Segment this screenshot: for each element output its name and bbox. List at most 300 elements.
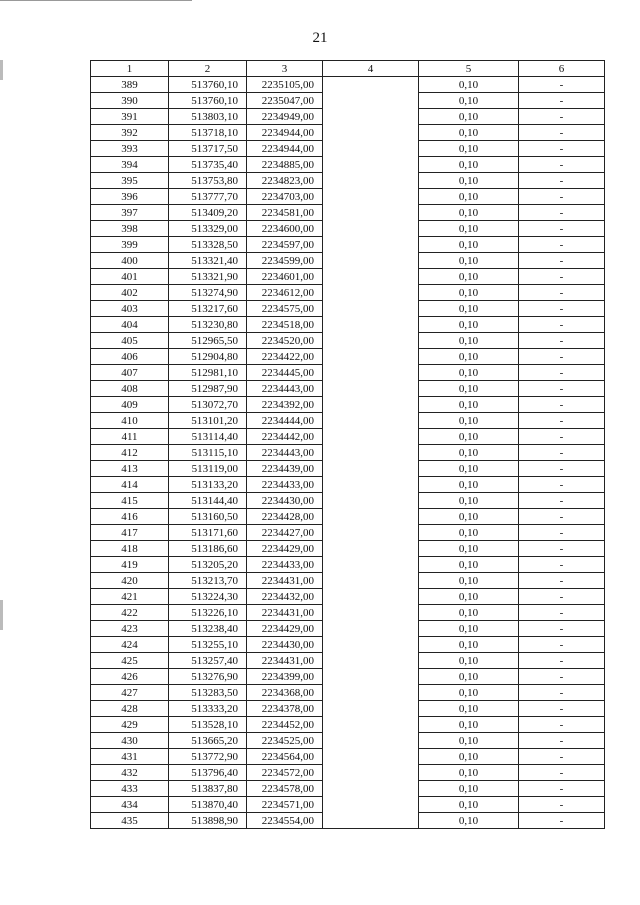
table-cell: 394 xyxy=(91,157,169,173)
table-cell: - xyxy=(519,397,605,413)
table-cell: - xyxy=(519,269,605,285)
table-cell: - xyxy=(519,125,605,141)
table-cell: 513255,10 xyxy=(169,637,247,653)
table-cell: 2234520,00 xyxy=(247,333,323,349)
table-cell: 2234525,00 xyxy=(247,733,323,749)
table-cell: 2234431,00 xyxy=(247,653,323,669)
table-row xyxy=(91,669,605,685)
table-cell: 2234944,00 xyxy=(247,125,323,141)
table-cell: 0,10 xyxy=(419,173,519,189)
table-cell: 513160,50 xyxy=(169,509,247,525)
empty-cell xyxy=(323,397,419,413)
table-row xyxy=(91,621,605,637)
table-row xyxy=(91,445,605,461)
table-cell: 513760,10 xyxy=(169,93,247,109)
empty-cell xyxy=(323,461,419,477)
table-cell: 427 xyxy=(91,685,169,701)
table-cell: 2234432,00 xyxy=(247,589,323,605)
table-cell: 2234368,00 xyxy=(247,685,323,701)
table-cell: 2234445,00 xyxy=(247,365,323,381)
table-cell: - xyxy=(519,461,605,477)
column-header: 2 xyxy=(169,61,247,77)
table-row xyxy=(91,189,605,205)
table-cell: - xyxy=(519,813,605,829)
table-cell: 0,10 xyxy=(419,93,519,109)
table-cell: - xyxy=(519,509,605,525)
table-cell: - xyxy=(519,221,605,237)
table-cell: - xyxy=(519,685,605,701)
table-cell: 513115,10 xyxy=(169,445,247,461)
empty-cell xyxy=(323,605,419,621)
table-cell: 0,10 xyxy=(419,797,519,813)
table-cell: 513257,40 xyxy=(169,653,247,669)
empty-cell xyxy=(323,141,419,157)
empty-cell xyxy=(323,781,419,797)
empty-cell xyxy=(323,429,419,445)
table-cell: 513171,60 xyxy=(169,525,247,541)
table-row xyxy=(91,685,605,701)
table-cell: - xyxy=(519,525,605,541)
table-cell: - xyxy=(519,365,605,381)
table-row xyxy=(91,93,605,109)
table-row xyxy=(91,429,605,445)
table-body xyxy=(91,77,605,829)
empty-cell xyxy=(323,573,419,589)
table-row xyxy=(91,637,605,653)
table-cell: 2234601,00 xyxy=(247,269,323,285)
table-cell: 2234399,00 xyxy=(247,669,323,685)
table-cell: 513119,00 xyxy=(169,461,247,477)
table-cell: 513760,10 xyxy=(169,77,247,93)
scan-edge-mark xyxy=(0,60,3,80)
table-cell: 0,10 xyxy=(419,237,519,253)
table-row xyxy=(91,253,605,269)
table-cell: - xyxy=(519,285,605,301)
empty-cell xyxy=(323,333,419,349)
empty-cell xyxy=(323,253,419,269)
table-cell: 409 xyxy=(91,397,169,413)
empty-cell xyxy=(323,365,419,381)
table-row xyxy=(91,717,605,733)
table-cell: - xyxy=(519,189,605,205)
table-row xyxy=(91,269,605,285)
table-cell: 417 xyxy=(91,525,169,541)
table-cell: 2234442,00 xyxy=(247,429,323,445)
table-cell: 415 xyxy=(91,493,169,509)
table-cell: 0,10 xyxy=(419,413,519,429)
column-header: 6 xyxy=(519,61,605,77)
table-cell: 513735,40 xyxy=(169,157,247,173)
table-cell: 2234428,00 xyxy=(247,509,323,525)
table-cell: 2234578,00 xyxy=(247,781,323,797)
table-cell: 513274,90 xyxy=(169,285,247,301)
table-cell: 0,10 xyxy=(419,269,519,285)
table-cell: - xyxy=(519,541,605,557)
column-header: 5 xyxy=(419,61,519,77)
table-cell: 430 xyxy=(91,733,169,749)
table-cell: 513217,60 xyxy=(169,301,247,317)
table-cell: - xyxy=(519,573,605,589)
table-cell: 0,10 xyxy=(419,701,519,717)
table-cell: 513665,20 xyxy=(169,733,247,749)
table-row xyxy=(91,237,605,253)
empty-cell xyxy=(323,669,419,685)
table-cell: 0,10 xyxy=(419,445,519,461)
table-cell: 425 xyxy=(91,653,169,669)
table-row xyxy=(91,733,605,749)
table-cell: - xyxy=(519,621,605,637)
empty-cell xyxy=(323,237,419,253)
table-cell: 512965,50 xyxy=(169,333,247,349)
table-cell: 513072,70 xyxy=(169,397,247,413)
empty-cell xyxy=(323,589,419,605)
table-row xyxy=(91,77,605,93)
table-cell: 2234554,00 xyxy=(247,813,323,829)
empty-cell xyxy=(323,381,419,397)
table-cell: 426 xyxy=(91,669,169,685)
empty-cell xyxy=(323,637,419,653)
table-row xyxy=(91,525,605,541)
table-cell: 2234518,00 xyxy=(247,317,323,333)
table-cell: 0,10 xyxy=(419,541,519,557)
table-cell: 402 xyxy=(91,285,169,301)
table-cell: 2234885,00 xyxy=(247,157,323,173)
table-cell: 0,10 xyxy=(419,461,519,477)
column-header: 1 xyxy=(91,61,169,77)
table-cell: 2234444,00 xyxy=(247,413,323,429)
table-cell: 513837,80 xyxy=(169,781,247,797)
table-cell: 0,10 xyxy=(419,381,519,397)
table-cell: - xyxy=(519,333,605,349)
empty-cell xyxy=(323,445,419,461)
empty-cell xyxy=(323,493,419,509)
empty-cell xyxy=(323,733,419,749)
empty-cell xyxy=(323,813,419,829)
table-row xyxy=(91,413,605,429)
table-cell: 400 xyxy=(91,253,169,269)
empty-cell xyxy=(323,77,419,93)
table-cell: 2234433,00 xyxy=(247,477,323,493)
table-cell: 2234392,00 xyxy=(247,397,323,413)
table-cell: 407 xyxy=(91,365,169,381)
table-cell: 0,10 xyxy=(419,781,519,797)
empty-cell xyxy=(323,797,419,813)
empty-cell xyxy=(323,189,419,205)
table-cell: 0,10 xyxy=(419,109,519,125)
table-cell: 0,10 xyxy=(419,669,519,685)
table-cell: 513870,40 xyxy=(169,797,247,813)
table-row xyxy=(91,365,605,381)
table-row xyxy=(91,285,605,301)
table-row xyxy=(91,605,605,621)
table-cell: - xyxy=(519,557,605,573)
table-cell: 2234703,00 xyxy=(247,189,323,205)
table-cell: - xyxy=(519,205,605,221)
empty-cell xyxy=(323,717,419,733)
empty-cell xyxy=(323,173,419,189)
table-cell: - xyxy=(519,77,605,93)
table-cell: 2234433,00 xyxy=(247,557,323,573)
table-cell: 410 xyxy=(91,413,169,429)
table-cell: 512987,90 xyxy=(169,381,247,397)
table-row xyxy=(91,221,605,237)
table-cell: - xyxy=(519,157,605,173)
table-cell: 2234430,00 xyxy=(247,637,323,653)
table-row xyxy=(91,381,605,397)
table-row xyxy=(91,333,605,349)
table-cell: 0,10 xyxy=(419,349,519,365)
table-cell: 513321,40 xyxy=(169,253,247,269)
table-cell: 399 xyxy=(91,237,169,253)
empty-cell xyxy=(323,701,419,717)
table-cell: 2234429,00 xyxy=(247,621,323,637)
table-cell: 408 xyxy=(91,381,169,397)
table-cell: 2234944,00 xyxy=(247,141,323,157)
table-cell: 392 xyxy=(91,125,169,141)
table-row xyxy=(91,349,605,365)
table-cell: 2234429,00 xyxy=(247,541,323,557)
table-cell: 420 xyxy=(91,573,169,589)
table-cell: 0,10 xyxy=(419,717,519,733)
table-cell: 2234581,00 xyxy=(247,205,323,221)
table-cell: 2234443,00 xyxy=(247,445,323,461)
empty-cell xyxy=(323,301,419,317)
table-cell: - xyxy=(519,429,605,445)
table-cell: 0,10 xyxy=(419,653,519,669)
table-cell: 0,10 xyxy=(419,589,519,605)
table-cell: 434 xyxy=(91,797,169,813)
table-cell: 513238,40 xyxy=(169,621,247,637)
table-cell: 0,10 xyxy=(419,301,519,317)
table-cell: 2234571,00 xyxy=(247,797,323,813)
table-row xyxy=(91,157,605,173)
table-cell: 513329,00 xyxy=(169,221,247,237)
empty-cell xyxy=(323,685,419,701)
table-cell: 2234612,00 xyxy=(247,285,323,301)
table-row xyxy=(91,477,605,493)
table-row xyxy=(91,109,605,125)
table-cell: - xyxy=(519,173,605,189)
coordinates-table xyxy=(90,60,605,829)
table-cell: 435 xyxy=(91,813,169,829)
empty-cell xyxy=(323,157,419,173)
table-cell: - xyxy=(519,589,605,605)
table-row xyxy=(91,573,605,589)
column-header: 3 xyxy=(247,61,323,77)
table-cell: 404 xyxy=(91,317,169,333)
table-cell: 512904,80 xyxy=(169,349,247,365)
table-row xyxy=(91,493,605,509)
table-cell: 0,10 xyxy=(419,205,519,221)
table-cell: 2234600,00 xyxy=(247,221,323,237)
empty-cell xyxy=(323,749,419,765)
table-cell: 513224,30 xyxy=(169,589,247,605)
empty-cell xyxy=(323,525,419,541)
table-row xyxy=(91,173,605,189)
table-cell: 513226,10 xyxy=(169,605,247,621)
table-cell: 0,10 xyxy=(419,285,519,301)
table-cell: 0,10 xyxy=(419,189,519,205)
table-cell: 0,10 xyxy=(419,157,519,173)
table-row xyxy=(91,813,605,829)
table-cell: - xyxy=(519,749,605,765)
table-row xyxy=(91,461,605,477)
table-cell: 390 xyxy=(91,93,169,109)
table-cell: 0,10 xyxy=(419,621,519,637)
table-cell: 513898,90 xyxy=(169,813,247,829)
table-cell: 406 xyxy=(91,349,169,365)
table-cell: 513230,80 xyxy=(169,317,247,333)
table-cell: 513101,20 xyxy=(169,413,247,429)
table-cell: 513205,20 xyxy=(169,557,247,573)
table-cell: 0,10 xyxy=(419,749,519,765)
table-cell: 513777,70 xyxy=(169,189,247,205)
table-cell: 0,10 xyxy=(419,397,519,413)
empty-cell xyxy=(323,109,419,125)
empty-cell xyxy=(323,621,419,637)
table-cell: 398 xyxy=(91,221,169,237)
table-row xyxy=(91,205,605,221)
table-cell: 0,10 xyxy=(419,525,519,541)
table-cell: 2234575,00 xyxy=(247,301,323,317)
table-cell: 0,10 xyxy=(419,493,519,509)
table-cell: 513283,50 xyxy=(169,685,247,701)
table-cell: - xyxy=(519,477,605,493)
empty-cell xyxy=(323,541,419,557)
table-cell: - xyxy=(519,733,605,749)
table-cell: - xyxy=(519,765,605,781)
table-cell: 422 xyxy=(91,605,169,621)
empty-cell xyxy=(323,221,419,237)
table-cell: - xyxy=(519,253,605,269)
table-row xyxy=(91,509,605,525)
table-cell: 513409,20 xyxy=(169,205,247,221)
table-cell: 2234431,00 xyxy=(247,573,323,589)
scan-edge-line xyxy=(0,0,192,1)
table-cell: 0,10 xyxy=(419,605,519,621)
table-cell: 2234564,00 xyxy=(247,749,323,765)
table-cell: 513796,40 xyxy=(169,765,247,781)
table-cell: 2234949,00 xyxy=(247,109,323,125)
table-cell: - xyxy=(519,317,605,333)
table-cell: 0,10 xyxy=(419,317,519,333)
table-cell: 0,10 xyxy=(419,333,519,349)
table-cell: 0,10 xyxy=(419,365,519,381)
table-cell: 0,10 xyxy=(419,733,519,749)
empty-cell xyxy=(323,317,419,333)
table-cell: 2235105,00 xyxy=(247,77,323,93)
table-row xyxy=(91,541,605,557)
table-cell: 513528,10 xyxy=(169,717,247,733)
table-cell: 411 xyxy=(91,429,169,445)
table-cell: 513276,90 xyxy=(169,669,247,685)
table-cell: 513321,90 xyxy=(169,269,247,285)
empty-cell xyxy=(323,349,419,365)
page-number: 21 xyxy=(312,30,328,46)
table-cell: 2235047,00 xyxy=(247,93,323,109)
empty-cell xyxy=(323,93,419,109)
table-cell: 513144,40 xyxy=(169,493,247,509)
table-cell: - xyxy=(519,349,605,365)
table-cell: - xyxy=(519,797,605,813)
table-cell: 428 xyxy=(91,701,169,717)
table-cell: 401 xyxy=(91,269,169,285)
table-cell: 513133,20 xyxy=(169,477,247,493)
table-cell: 433 xyxy=(91,781,169,797)
table-cell: 2234452,00 xyxy=(247,717,323,733)
table-cell: 2234430,00 xyxy=(247,493,323,509)
table-cell: 389 xyxy=(91,77,169,93)
table-row xyxy=(91,141,605,157)
table-cell: 2234572,00 xyxy=(247,765,323,781)
table-cell: 513333,20 xyxy=(169,701,247,717)
table-cell: 0,10 xyxy=(419,573,519,589)
table-cell: - xyxy=(519,493,605,509)
table-cell: 2234431,00 xyxy=(247,605,323,621)
table-cell: 0,10 xyxy=(419,141,519,157)
table-cell: 513213,70 xyxy=(169,573,247,589)
empty-cell xyxy=(323,477,419,493)
empty-cell xyxy=(323,285,419,301)
table-cell: 431 xyxy=(91,749,169,765)
table-row xyxy=(91,749,605,765)
table-cell: - xyxy=(519,669,605,685)
table-cell: 513328,50 xyxy=(169,237,247,253)
table-cell: - xyxy=(519,637,605,653)
table-cell: 513717,50 xyxy=(169,141,247,157)
table-row xyxy=(91,557,605,573)
table-cell: 2234422,00 xyxy=(247,349,323,365)
table-row xyxy=(91,797,605,813)
table-cell: 0,10 xyxy=(419,221,519,237)
empty-cell xyxy=(323,557,419,573)
table-cell: - xyxy=(519,301,605,317)
table-cell: 2234597,00 xyxy=(247,237,323,253)
table-cell: 0,10 xyxy=(419,685,519,701)
table-cell: - xyxy=(519,701,605,717)
table-cell: 513803,10 xyxy=(169,109,247,125)
table-cell: 2234599,00 xyxy=(247,253,323,269)
table-cell: - xyxy=(519,237,605,253)
table-cell: 2234439,00 xyxy=(247,461,323,477)
table-cell: 395 xyxy=(91,173,169,189)
table-cell: 513753,80 xyxy=(169,173,247,189)
table-cell: 513772,90 xyxy=(169,749,247,765)
table-cell: 419 xyxy=(91,557,169,573)
table-cell: 424 xyxy=(91,637,169,653)
table-cell: - xyxy=(519,381,605,397)
table-cell: 2234823,00 xyxy=(247,173,323,189)
scan-edge-mark xyxy=(0,600,3,630)
table-cell: 397 xyxy=(91,205,169,221)
empty-cell xyxy=(323,205,419,221)
table-row xyxy=(91,301,605,317)
table-cell: 416 xyxy=(91,509,169,525)
table-cell: 429 xyxy=(91,717,169,733)
table-cell: 421 xyxy=(91,589,169,605)
table-cell: 412 xyxy=(91,445,169,461)
table-cell: - xyxy=(519,109,605,125)
table-cell: 423 xyxy=(91,621,169,637)
table-cell: 403 xyxy=(91,301,169,317)
table-cell: 0,10 xyxy=(419,765,519,781)
table-cell: 2234427,00 xyxy=(247,525,323,541)
table-row xyxy=(91,317,605,333)
column-header: 4 xyxy=(323,61,419,77)
table-cell: 0,10 xyxy=(419,813,519,829)
table-cell: - xyxy=(519,141,605,157)
table-cell: 396 xyxy=(91,189,169,205)
